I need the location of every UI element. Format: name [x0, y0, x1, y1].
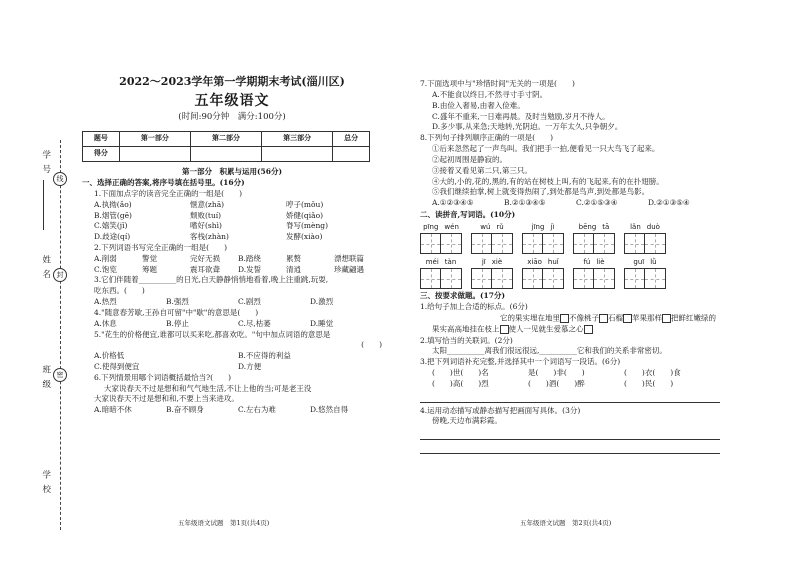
pinyin-text — [532, 223, 555, 233]
name-label: 姓名 — [40, 255, 51, 284]
tianzige-box[interactable] — [471, 233, 492, 254]
question-text: 3.它们伴随着__________的日光,白天静静悄悄地看着,晚上注重跳,玩耍, — [94, 275, 329, 285]
option: C.尽,枯萎 — [238, 318, 271, 328]
option: C.使得到便宜 — [94, 361, 140, 371]
score-head-cell: 第二部分 — [190, 131, 261, 146]
sentence-part: 苹果那样 — [632, 313, 662, 323]
pinyin-syllable: lǜ — [650, 258, 657, 267]
tianzige-boxes — [522, 233, 564, 254]
tianzige-box[interactable] — [522, 233, 543, 254]
passage-text: 大家说春天不过是想和和气气地生活,不让上他的当;可是老王没 — [104, 383, 312, 393]
option: B.不应得的利益 — [238, 351, 291, 361]
page-one-footer: 五年级语文试题 第1页(共4页) — [178, 519, 270, 527]
pinyin-group — [522, 258, 564, 289]
pinyin-group — [420, 223, 462, 254]
tianzige-box[interactable] — [471, 268, 492, 289]
option-row — [82, 266, 382, 275]
pinyin-syllable: wú — [480, 223, 491, 232]
section-heading: 二、读拼音,写词语。(10分) — [420, 209, 516, 219]
option: 震耳欲聋 — [190, 264, 220, 274]
question-text: 4."随意春芳歇,王孙自可留"中"歇"的意思是( ) — [94, 307, 259, 317]
tianzige-box[interactable] — [573, 233, 594, 254]
page-one — [82, 76, 382, 415]
option-row — [82, 320, 382, 329]
pinyin-syllable: jīng — [531, 223, 545, 232]
option: A.①②③④⑤ — [432, 198, 474, 208]
punct-box[interactable] — [584, 325, 593, 334]
option: D.多少事,从来急;天地转,光阴迫。一万年太久,只争朝夕。 — [432, 122, 623, 132]
sentence: ③接着又看见第二只,第三只。 — [432, 165, 532, 175]
option: 嗜好(shì) — [190, 221, 222, 231]
tianzige-box[interactable] — [522, 268, 543, 289]
option: D.歧途(qí) — [94, 232, 131, 242]
pinyin-text — [527, 258, 559, 268]
tianzige-box[interactable] — [420, 268, 441, 289]
option: 漂想联篇 — [334, 253, 364, 263]
option-row — [420, 199, 720, 208]
tianzige-boxes — [522, 268, 564, 289]
tianzige-boxes — [420, 233, 462, 254]
question-text: 2.填写恰当的关联词。(2分) — [420, 335, 513, 345]
option: C.②①⑤③④ — [576, 198, 618, 208]
tianzige-box[interactable] — [645, 233, 666, 254]
score-cell[interactable] — [262, 146, 333, 161]
idiom-row — [420, 369, 720, 378]
option-row — [82, 212, 382, 221]
tianzige-box[interactable] — [492, 233, 513, 254]
fold-mark-1: 线 — [53, 172, 67, 186]
pinyin-group — [624, 258, 666, 289]
passage-text: 大家说春天不过是想和和,不要上当来进攻。 — [94, 394, 239, 404]
binding-margin — [0, 0, 72, 561]
pinyin-text — [630, 223, 660, 233]
tianzige-box[interactable] — [441, 268, 462, 289]
tianzige-boxes — [624, 268, 666, 289]
option: 哼子(mǒu) — [286, 199, 324, 209]
sentence: ④大的,小的,花的,黑的,有的站在树枝上叫,有的飞起来,有的在扑翅膀。 — [432, 176, 664, 186]
sentence-part: 使人一见就生爱慕之心 — [508, 324, 584, 334]
tianzige-boxes — [471, 268, 513, 289]
part-one-title: 第一部分 积累与运用(56分) — [181, 166, 283, 176]
option-row — [82, 233, 382, 242]
option: B.强烈 — [166, 297, 189, 307]
option: A.暗暗不休 — [94, 405, 132, 415]
sentence-part: 不像桃子 — [569, 313, 599, 323]
pinyin-syllable: duò — [646, 223, 660, 232]
pinyin-syllable: tàn — [444, 258, 457, 267]
pinyin-group — [471, 258, 513, 289]
punct-box[interactable] — [599, 314, 608, 323]
pinyin-group — [420, 258, 462, 289]
pinyin-syllable: huǐ — [547, 258, 559, 267]
option: D.激烈 — [310, 297, 334, 307]
idiom-blank[interactable]: ( )高( )烈 — [432, 378, 489, 388]
option: C.剧烈 — [238, 297, 261, 307]
score-head-cell: 第一部分 — [119, 131, 190, 146]
tianzige-boxes — [573, 268, 615, 289]
tianzige-box[interactable] — [543, 268, 564, 289]
score-head-cell: 第三部分 — [262, 131, 333, 146]
option: C.嬉笑(jǐ) — [94, 221, 128, 231]
pinyin-text — [426, 258, 457, 268]
pinyin-syllable: fú — [583, 258, 591, 267]
option: 客栈(zhàn) — [190, 232, 229, 242]
number-underline — [43, 180, 44, 230]
option: 筹题 — [142, 264, 157, 274]
tianzige-box[interactable] — [420, 233, 441, 254]
tianzige-box[interactable] — [573, 268, 594, 289]
answer-line[interactable] — [420, 391, 720, 403]
pinyin-row — [420, 258, 720, 289]
punctuation-line — [420, 325, 720, 334]
option: 惬意(zhā) — [190, 199, 225, 209]
pinyin-syllable: xiè — [491, 258, 503, 267]
option: D.②①③⑤④ — [648, 198, 690, 208]
option: D.悠然自得 — [310, 405, 349, 415]
pinyin-syllable: guī — [633, 258, 645, 267]
question-text: 2.下列词语书写完全正确的一组是( ) — [94, 243, 228, 252]
class-label: 班级 — [40, 365, 51, 394]
pinyin-syllable: jì — [550, 223, 555, 232]
tianzige-box[interactable] — [645, 268, 666, 289]
option: A.价格低 — [94, 351, 125, 361]
school-label: 学校 — [40, 470, 51, 499]
option: B.奋不顾身 — [166, 405, 204, 415]
pinyin-group — [624, 223, 666, 254]
option: C.盛年不重来,一日难再晨。及时当勉励,岁月不待人。 — [432, 111, 610, 121]
punct-box[interactable] — [623, 314, 632, 323]
pinyin-row — [420, 223, 720, 254]
option: B.踏绕 — [238, 253, 261, 263]
option: 颓败(tuí) — [190, 210, 222, 220]
tianzige-box[interactable] — [441, 233, 462, 254]
option: B.由俭入奢易,由奢入俭难。 — [432, 100, 525, 110]
option-row — [82, 352, 382, 361]
pinyin-text — [633, 258, 656, 268]
score-head-cell: 题号 — [83, 131, 120, 146]
question-text: 6.下列情景用哪个词语概括最恰当?( ) — [94, 372, 232, 382]
option: B.停止 — [166, 318, 189, 328]
exam-meta: (时间:90分钟 满分:100分) — [178, 111, 286, 122]
option: C.左右为难 — [238, 405, 276, 415]
pinyin-syllable: tā — [602, 223, 610, 232]
tianzige-box[interactable] — [624, 233, 645, 254]
option-row — [82, 222, 382, 231]
option: B.烟管(gē) — [94, 210, 132, 220]
pinyin-syllable: wén — [444, 223, 459, 232]
question-text: 吃东西。( ) — [94, 286, 145, 296]
idiom-blank[interactable]: ( )衣( )食 — [624, 368, 681, 378]
option: A.不能食以终日,不然寻寸手寸阴。 — [432, 90, 548, 99]
score-row-label: 得分 — [83, 146, 120, 161]
sentence-part: 把鲜红嫩绿的 — [671, 313, 716, 323]
option: C.饱览 — [94, 264, 117, 274]
option: A.削弱 — [94, 253, 117, 263]
score-cell[interactable] — [190, 146, 261, 161]
sentence: ②起初周围是静寂的。 — [432, 154, 507, 164]
question-text: 1.给句子加上合适的标点。(6分) — [420, 302, 528, 312]
pinyin-syllable: lǎn — [630, 223, 641, 232]
pinyin-syllable: bēng — [578, 223, 597, 232]
punctuation-line — [420, 314, 720, 323]
tianzige-boxes — [624, 233, 666, 254]
question-text: 8.下列句子排列顺序正确的一项是( ) — [420, 133, 554, 143]
sentence: ①后来忽然起了一声鸟叫。我们把手一拍,便看见一只大鸟飞了起来。 — [432, 144, 660, 154]
question-text: 4.运用动态描写或静态描写把画面写具体。(3分) — [420, 405, 581, 415]
tianzige-box[interactable] — [594, 233, 615, 254]
pinyin-syllable: xiāo — [527, 258, 542, 267]
pinyin-syllable: rǔ — [496, 223, 504, 232]
tianzige-box[interactable] — [492, 268, 513, 289]
question-heading: 一、选择正确的答案,将序号填在括号里。(16分) — [82, 178, 245, 188]
answer-paren: ( ) — [361, 340, 382, 350]
answer-line[interactable] — [420, 428, 720, 440]
pinyin-text — [583, 258, 604, 268]
fold-mark-2: 封 — [53, 268, 67, 282]
pinyin-text — [423, 223, 459, 233]
page-two-footer: 五年级语文试题 第2页(共4页) — [520, 519, 612, 527]
pinyin-syllable: liè — [596, 258, 605, 267]
question-text: 5."花生的价格便宜,谁都可以买来吃,都喜欢吃。"句中加点词语的意思是 — [94, 329, 331, 339]
sentence-part: 果实高高地挂在枝上 — [432, 324, 500, 334]
option: D.方便 — [238, 361, 262, 371]
option-row — [82, 201, 382, 210]
fold-mark-3: 密 — [53, 368, 67, 382]
fill-sentence: 太阳__________离我们很远很远,__________它和我们的关系非常密切。 — [432, 346, 667, 356]
idiom-blank[interactable]: 是( )非( ) — [528, 368, 585, 378]
pinyin-text — [480, 223, 504, 233]
pinyin-syllable: méi — [425, 258, 439, 267]
score-head-cell: 总分 — [333, 131, 370, 146]
tianzige-boxes — [471, 233, 513, 254]
exam-title: 2022～2023学年第一学期期末考试(淄川区) — [119, 75, 345, 88]
question-text: 1.下面加点字的读音完全正确的一组是( ) — [94, 188, 243, 198]
prompt-text: 傍晚,天边布满彩霞。 — [432, 416, 502, 426]
question-text: 7.下面选项中与"珍惜时间"无关的一项是( ) — [420, 79, 575, 89]
option-row — [82, 298, 382, 307]
option: A.执拗(ǎo) — [94, 199, 132, 209]
idiom-blank[interactable]: ( )世( )名 — [432, 368, 489, 378]
fold-line — [60, 140, 61, 530]
option: A.休息 — [94, 318, 117, 328]
page-two — [420, 78, 720, 454]
option: 警觉 — [142, 253, 157, 263]
idiom-blank[interactable]: ( )民( ) — [624, 378, 674, 388]
sentence-part: 石榴 — [608, 313, 623, 323]
option: 累赘 — [286, 253, 301, 263]
tianzige-box[interactable] — [594, 268, 615, 289]
option: D.发誓 — [238, 264, 262, 274]
score-cell[interactable] — [119, 146, 190, 161]
pinyin-text — [482, 258, 502, 268]
option: 珍藏翩遇 — [334, 264, 364, 274]
pinyin-group — [573, 258, 615, 289]
score-table — [82, 131, 370, 162]
option-row — [82, 255, 382, 264]
idiom-row — [420, 380, 720, 389]
tianzige-boxes — [573, 233, 615, 254]
sentence-part: 它的果实埋在地里 — [500, 313, 560, 323]
option: 娇健(qiǎo) — [286, 210, 324, 220]
pinyin-group — [573, 223, 615, 254]
idiom-blank[interactable]: ( )酒( )醉 — [528, 378, 585, 388]
punct-box[interactable] — [500, 325, 509, 334]
tianzige-box[interactable] — [624, 268, 645, 289]
pinyin-group — [471, 223, 513, 254]
section-heading: 三、按要求做题。(17分) — [420, 291, 506, 301]
pinyin-group — [522, 223, 564, 254]
tianzige-boxes — [420, 268, 462, 289]
exam-subject: 五年级语文 — [194, 92, 270, 109]
punct-box[interactable] — [560, 314, 569, 323]
option: D.睡觉 — [310, 318, 334, 328]
punct-box[interactable] — [662, 314, 671, 323]
option-row — [82, 406, 382, 415]
sentence: ⑤我们继续拍掌,树上就变得热闹了,到处都是鸟声,到处都是鸟影。 — [432, 187, 650, 197]
option: B.②①③④⑤ — [504, 198, 546, 208]
option: 脊写(mèng) — [286, 221, 329, 231]
answer-line[interactable] — [420, 442, 720, 454]
option-row — [82, 363, 382, 372]
option: 发酵(xiào) — [286, 232, 323, 242]
pinyin-syllable: pīng — [423, 223, 439, 232]
pinyin-text — [579, 223, 610, 233]
tianzige-box[interactable] — [543, 233, 564, 254]
pinyin-syllable: jī — [481, 258, 486, 267]
option: A.热烈 — [94, 297, 117, 307]
number-label: 学号 — [40, 150, 51, 179]
score-cell[interactable] — [333, 146, 370, 161]
option: 清逍 — [286, 264, 301, 274]
option: 完好无损 — [190, 253, 220, 263]
question-text: 3.把下列词语补充完整,并选择其中一个词语写一段话。(6分) — [420, 357, 621, 367]
